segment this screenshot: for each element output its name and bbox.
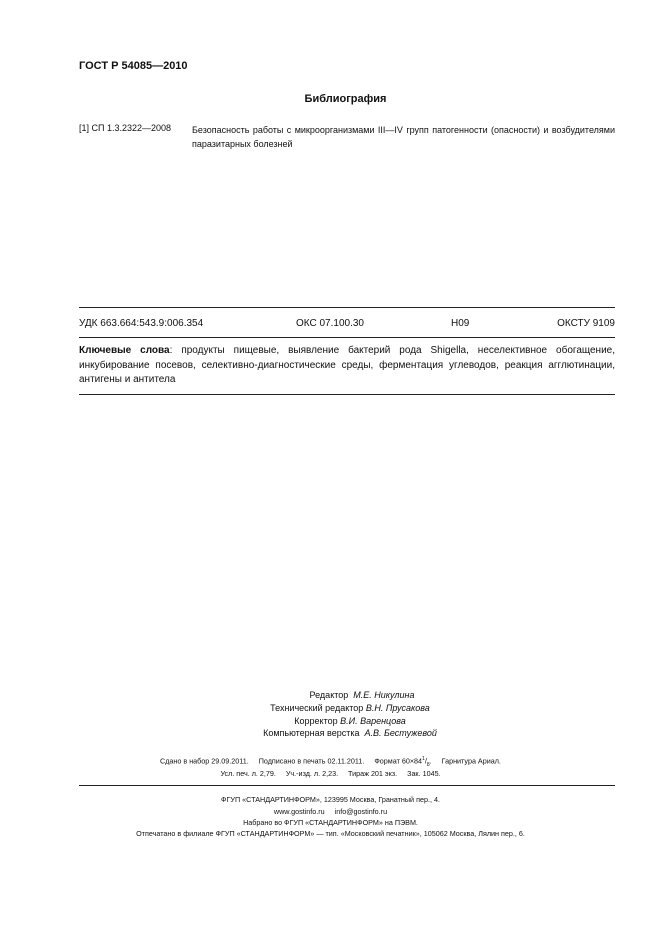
credit-layout [200, 728, 500, 738]
okstu-code: ОКСТУ 9109 [557, 318, 615, 329]
credit-corrector [200, 716, 500, 726]
imprint-divider [79, 785, 615, 786]
reference-number: [1] СП 1.3.2322—2008 [79, 123, 172, 133]
typeset-note: Набрано во ФГУП «СТАНДАРТИНФОРМ» на ПЭВМ. [243, 818, 418, 827]
divider-middle [79, 337, 615, 338]
imprint-line-1: Сдано в набор 29.09.2011. Подписано в печать 02.11.2011. Формат $60\times 84^1/_8$. Гарнитура Ариал. [160, 756, 501, 768]
credit-name: В.Н. Прусакова [365, 703, 430, 713]
credit-editor [200, 690, 500, 700]
credit-name: А.В. Бестужевой [364, 728, 437, 738]
credit-role: Корректор [294, 716, 338, 726]
keywords-paragraph [79, 344, 615, 388]
credit-tech-editor [200, 703, 500, 713]
category-code: Н09 [451, 318, 470, 329]
printed-note: Отпечатано в филиале ФГУП «СТАНДАРТИНФОРМ» — тип. «Московский печатник», 105062 Москва, Лялин пер., 6. [136, 829, 525, 838]
reference-text: Безопасность работы с микроорганизмами III—IV групп патогенности (опасности) и возбудителями паразитарных болезней [192, 125, 615, 149]
credit-role: Редактор [309, 690, 349, 700]
credit-name: В.И. Варенцова [340, 716, 406, 726]
credit-name: М.Е. Никулина [353, 690, 415, 700]
oks-code: ОКС 07.100.30 [296, 318, 364, 329]
udk-code: УДК 663.664:543.9:006.354 [79, 318, 204, 329]
divider-bottom [79, 394, 615, 395]
divider-top [79, 307, 615, 308]
document-code: ГОСТ Р 54085—2010 [79, 60, 188, 72]
bibliography-title: Библиография [304, 93, 387, 105]
keywords-label: Ключевые слова [79, 345, 170, 356]
imprint-line-2: Усл. печ. л. 2,79. Уч.-изд. л. 2,23. Тираж 201 экз. Зак. 1045. [220, 769, 441, 778]
credit-role: Компьютерная верстка [263, 728, 360, 738]
publisher-address: ФГУП «СТАНДАРТИНФОРМ», 123995 Москва, Гранатный пер., 4. [221, 795, 440, 804]
keywords-text: : продукты пищевые, выявление бактерий рода Shigella, неселективное обогащение, инкубирование посевов, селективно-диагностические среды, ферментация углеводов, реакция агглютинации, антигены и антитела [79, 345, 615, 385]
credit-role: Технический редактор [270, 703, 364, 713]
publisher-web: www.gostinfo.ru info@gostinfo.ru [273, 807, 388, 816]
